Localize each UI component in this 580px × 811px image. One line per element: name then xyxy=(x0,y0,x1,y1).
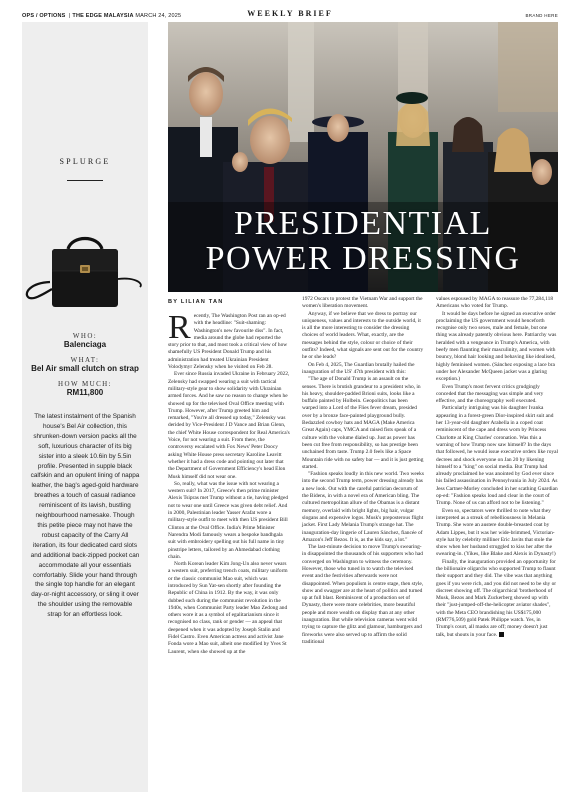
article-column-3 xyxy=(436,296,558,639)
drop-cap: R xyxy=(168,309,191,346)
what-label: WHAT: xyxy=(70,356,100,364)
article-paragraph: Even so, spectators were thrilled to note what they interpreted as a streak of rebelliousness in Melania Trump. She wore an austere double-breasted coat by Adam Lippes, but it was her wide-brimmed, Victorian-style hat by celebrity milliner Eric Javits that stole the show when her husband struggled to kiss her after the swearing-in. (Yikes, like Blake and Alexis in Dynasty!) xyxy=(436,507,556,558)
article-column-2 xyxy=(302,296,424,646)
who-value: Balenciaga xyxy=(63,340,107,349)
header-left: OPS / OPTIONS | THE EDGE MALAYSIA MARCH 24, 2025 xyxy=(22,13,182,19)
publication-name: THE EDGE MALAYSIA xyxy=(72,13,134,19)
product-description: The latest instalment of the Spanish house's Bel Air collection, this shrunken-down version packs all the soft, luxurious character of its big sister into a sleek 10.6in by 5.5in profile. Presented in supple black calfskin and an opulent lining of nappa leather, the bag's aged-gold hardware breathes a touch of casual radiance reminiscent of its lavish, bustling neighbourhood namesake. Though this petite piece may not have the robust capacity of the Carry All iteration, its four dedicated card slots and additional back-zipped pocket can accommodate all your essentials comfortably. Slide your hand through the single top handle for an elegant day-or-night accessory, or sling it over the shoulder using the removable strap for an effortless look. xyxy=(30,413,140,619)
price-label: HOW MUCH: xyxy=(58,380,112,388)
article-paragraph: "Fashion speaks loudly in this new world. Two weeks into the second Trump term, power dressing already has a new look. Out with the careful patrician decorum of the Bidens, in with a novel era of American bling. The cultured metropolitan allure of the Obamas is a distant memory, overlaid with bright lights, big hair, vulgar slogans and expensive logos. Musk's preposterous flight jacket. First Lady Melania Trump's strange hat. The inauguration-day lingerie of Lauren Sánchez, fiancée of Amazon's Jeff Bezos. It is, as the kids say, a lot." xyxy=(302,471,424,543)
article-paragraph: North Korean leader Kim Jong-Un also never wears a western suit, preferring trench coats, military uniform or the classic communist Mao suit, which was introduced by Sun Yat-sen shortly after founding the Republic of China in 1912. By the way, it was only dubbed such during the communist revolution in the 1940s, when Communist Party leader Mao Zedong and others wore it as a symbol of egalitarianism since it recognised no class, rank or gender — an appeal that deepened when it was adopted by Joseph Stalin and Fidel Castro. Even American actress and activist Jane Fonda wore a Mao suit, albeit one modified by Yves St Laurent, when she showed up at the xyxy=(168,561,288,655)
issue-date: MARCH 24, 2025 xyxy=(135,13,182,19)
article-paragraph: On Feb 4, 2025, The Guardian brutally hailed the inauguration of the US' 47th president with this: xyxy=(302,361,415,375)
product-meta xyxy=(22,332,148,404)
byline: BY LILIAN TAN xyxy=(168,299,224,305)
article-paragraph: ecently, The Washington Post ran an op-ed with the headline: "Suit-shaming: Washington's new favourite diss". In fact, media around the globe had reported the story prior to that, and most took a critical view of how shamefully US President Donald Trump and his administration had treated Ukrainian President Volodymyr Zelensky when he visited on Feb 28. xyxy=(168,313,288,371)
header-right-tag: BRAND HERE xyxy=(525,13,558,18)
article-paragraph: 1972 Oscars to protest the Vietnam War and support the women's liberation movement. xyxy=(302,296,423,310)
article-paragraph: "The age of Donald Trump is an assault on the senses. There is brutish grandeur to a president who, in his heavy, shoulder-padded Brioni suits, looks like a buffalo painted by Holbein. Geopolitics has been warped into a Lord of the Flies fever dream, presided over by a bronze face-painted playground bully. Bedazzled cowboy hats and MAGA (Make America Great Again) caps, YMCA and raised fists speak of a culture with the volume dialed up. Just as power has been cut free from responsibility, so has prestige been unchained from taste. Trump 2.0 feels like a Space Mountain ride with no safety bar — and it is just getting started. xyxy=(302,376,424,470)
headline-line-1: PRESIDENTIAL xyxy=(234,205,492,242)
clutch-bag-image xyxy=(22,227,148,317)
section-title: WEEKLY BRIEF xyxy=(247,9,333,18)
sidebar-section-title: SPLURGE xyxy=(59,157,111,166)
article-paragraph: Ever since Russia invaded Ukraine in February 2022, Zelensky had swapped wearing a suit with tactical military-style gear to show solidarity with Ukrainian armed forces. And he saw no reason to change when he showed up for the televised Oval Office meeting with Trump. However, after Trump greeted him and remarked, "You're all dressed up today," Zelensky was derided by Vice-President J D Vance and Brian Glenn, the chief White House correspondent for Real America's Voice, for not wearing a suit. From there, the controversy escalated with Fox News' Peter Doocy asking White House press secretary Karoline Leavitt whether it had a dress code and pointing out later that the Department of Government Efficiency's head Elon Musk himself did not wear one. xyxy=(168,371,290,480)
article-paragraph: Finally, the inauguration provided an opportunity for the billionaire oligarchs who supported Trump to flaunt their support and they did. The vibe was that anything goes if you were rich, and you did not need to be shy or discreet showing off. The oligarchical 'brotherhood of Musk, Bezos and Mark Zuckerberg showed up with their "just-jumped-off-the-helicopter aviator shades", with the Meta CEO brandishing his US$175,000 (RM776,509) gold Patek Philippe watch. Yes, in Trump's court, all masks are off; money doesn't just talk, but shouts in your face. xyxy=(436,558,557,638)
divider xyxy=(67,180,103,181)
headline-line-2: POWER DRESSING xyxy=(205,240,521,277)
article-column-1 xyxy=(168,309,290,656)
article-paragraph: It would be days before he signed an executive order proclaiming the US government would henceforth recognise only two sexes, male and female, but one thing was already patently obvious here. Patriarchy was heralded with a vengeance in Trump's America, with beefy men flaunting their masculinity, and women with bouncy, blond hair looking and behaving like idealised, highly feminised women. (Sánchez exposing a lace bra under her Alexander McQueen jacket was a glaring exception.) xyxy=(436,310,557,383)
article-paragraph: The last-minute decision to move Trump's swearing-in disappointed the thousands of his supporters who had converged on Washington to witness the ceremony. However, those who tuned in to watch the televised event and the festivities afterwards were not disappointed. When populism is centre stage, then style, show and swagger are at the heart of politics and turned up at full blast. Reminiscent of a production set of Dynasty, there were more celebrities, more beautiful people and more wealth on display than at any other inauguration. But while television cameras went wild trying to capture the glitz and glamour, hamburgers and fireworks were also served up to affirm the solid traditional xyxy=(302,544,424,645)
end-mark-icon xyxy=(499,632,504,637)
article-paragraph: values espoused by MAGA to reassure the 77,284,118 Americans who voted for Trump. xyxy=(436,296,554,310)
article-paragraph: Particularly intriguing was his daughter Ivanka appearing in a forest-green Dior-inspired skirt suit and her 13-year-old daughter Arabella in a coped coat reminiscent of the cape and dress worn by Princess Charlotte at King Charles' coronation. Was this a warning of how Trump now saw himself? In the days that followed, he would issue executive orders like royal decrees and shock everyone on Jan 20 by likening himself to a "king" on social media. But Trump had already proclaimed he was anointed by God ever since his failed assassination in Pennsylvania in July 2024. As Jess Cartner-Morley concluded in her scathing Guardian op-ed: "Fashion speaks loud and clear in the court of Trump. None of us can afford not to be listening." xyxy=(436,405,559,507)
what-value: Bel Air small clutch on strap xyxy=(31,364,139,373)
article-paragraph: So, really, what was the issue with not wearing a western suit? In 2017, Greece's then prime minister Alexis Tsipras met Trump without a tie, having pledged not to wear one until Greece was given debt relief. And in 2000, Palestinian leader Yasser Arafat wore a military-style outfit to meet with then US president Bill Clinton at the Oval Office. India's Prime Minister Narendra Modi famously wears a bespoke bandhgala suit with embroidery spelling out his full name in tiny pinstripe letters, tailored by an Ahmedabad clothing chain. xyxy=(168,480,289,560)
article-paragraph: Anyway, if we believe that we dress to portray our uniqueness, values and interests to the outside world, it is all the more interesting to consider the dressing choices of world leaders. What, exactly, are the messages behind the style, colour or choice of their outfits? Indeed, what signals are sent out for the country he or she leads? xyxy=(302,310,424,361)
price-value: RM11,800 xyxy=(66,388,104,397)
splurge-sidebar xyxy=(22,22,148,792)
page-section: OPS / OPTIONS xyxy=(22,13,66,19)
who-label: WHO: xyxy=(72,332,98,340)
article-paragraph: Even Trump's most fervent critics grudgingly conceded that the messaging was simple and very effective, and the choreography well executed. xyxy=(436,383,544,405)
